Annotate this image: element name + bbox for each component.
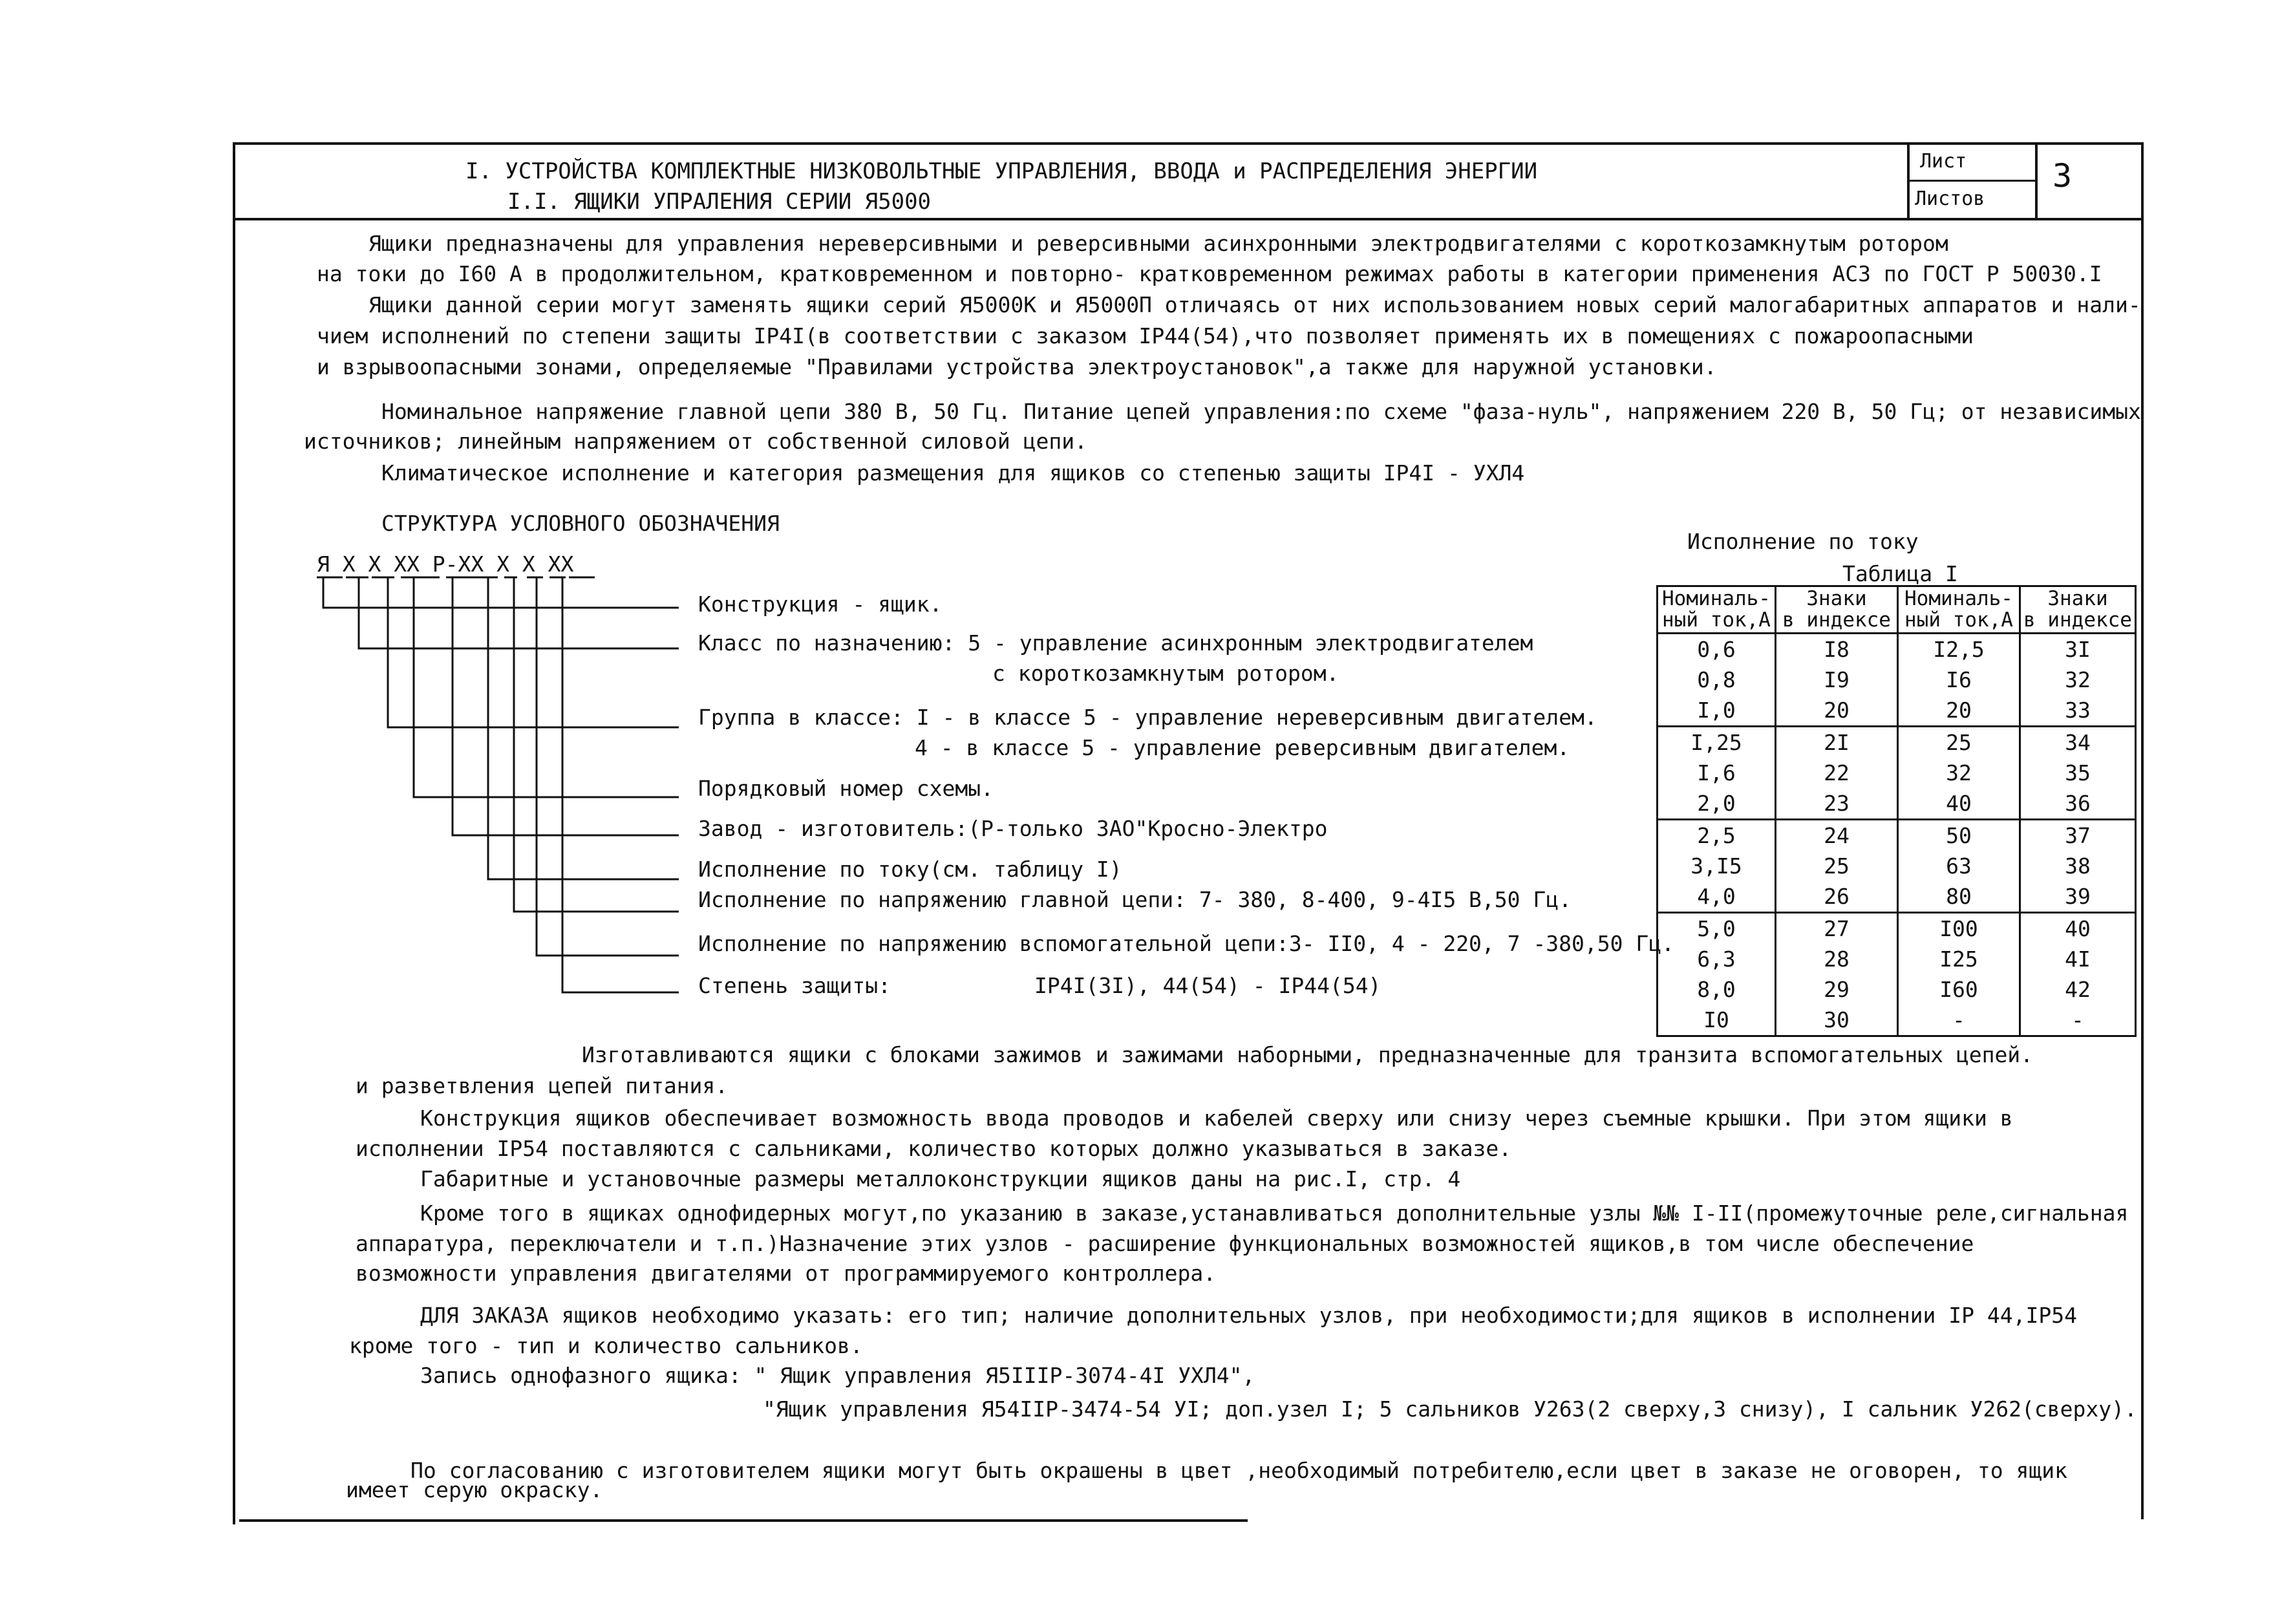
body-line: кроме того - тип и количество сальников.: [349, 1333, 863, 1358]
structure-item: Порядковый номер схемы.: [698, 776, 994, 801]
body-line: Запись однофазного ящика: " Ящик управления Я5IIIP-3074-4I УХЛ4",: [420, 1363, 1255, 1388]
structure-item: Конструкция - ящик.: [698, 592, 943, 617]
table-cell: I0: [1658, 1005, 1776, 1036]
intro-line: чием исполнений по степени защиты IP4I(в соответствии с заказом IP44(54),что позволяет применять их в помещениях с пожароопасными: [317, 323, 1974, 348]
table-cell: 40: [2020, 913, 2136, 945]
table-cell: I00: [1898, 913, 2020, 945]
table-cell: I8: [1776, 634, 1898, 665]
table-caption: Исполнение по току: [1687, 529, 1919, 554]
structure-item: Завод - изготовитель:(Р-только ЗАО"Кросно-Электро: [698, 816, 1328, 841]
table-cell: 38: [2020, 851, 2136, 881]
table-cell: I,6: [1658, 758, 1776, 788]
intro-line: Номинальное напряжение главной цепи 380 В, 50 Гц. Питание цепей управления:по схеме "фаза-нуль", напряжением 220 В, 50 Гц; от независимых: [381, 399, 2141, 424]
structure-item: Класс по назначению: 5 - управление асинхронным электродвигателем: [698, 630, 1533, 656]
body-line: аппаратура, переключатели и т.п.)Назначение этих узлов - расширение функциональных возможностей ящиков,в том числе обеспечение: [356, 1231, 1974, 1256]
intro-line: на токи до I60 А в продолжительном, кратковременном и повторно- кратковременном режимах работы в категории применения АС3 по ГОСТ Р 50030.I: [317, 261, 2102, 286]
table-cell: -: [2020, 1005, 2136, 1036]
table-cell: 4,0: [1658, 881, 1776, 913]
table-cell: 27: [1776, 913, 1898, 945]
intro-line: Ящики данной серии могут заменять ящики серий Я5000К и Я5000П отличаясь от них использованием новых серий малогабаритных аппаратов и нали-: [368, 292, 2141, 317]
table-cell: I2,5: [1898, 634, 2020, 665]
doc-subtitle: I.I. ЯЩИКИ УПРАЛЕНИЯ СЕРИИ Я5000: [507, 189, 932, 215]
table-row: [1658, 851, 2136, 881]
current-table: [1656, 585, 2137, 1037]
table-cell: 8,0: [1658, 974, 1776, 1005]
table-header: Знаки в индексе: [1776, 586, 1898, 634]
sheet-label: Лист: [1920, 150, 1967, 173]
table-row: [1658, 727, 2136, 758]
intro-line: источников; линейным напряжением от собственной силовой цепи.: [304, 429, 1087, 454]
table-row: [1658, 944, 2136, 974]
table-cell: 33: [2020, 695, 2136, 727]
table-cell: 24: [1776, 820, 1898, 851]
table-cell: 42: [2020, 974, 2136, 1005]
structure-item: Исполнение по напряжению вспомогательной цепи:3- II0, 4 - 220, 7 -380,50 Гц.: [698, 931, 1674, 956]
table-row: [1658, 913, 2136, 945]
sheet-number: 3: [2053, 157, 2073, 195]
structure-item: Исполнение по току(см. таблицу I): [698, 857, 1122, 882]
table-cell: 36: [2020, 788, 2136, 820]
table-cell: 32: [1898, 758, 2020, 788]
table-row: [1658, 695, 2136, 727]
table-cell: 40: [1898, 788, 2020, 820]
structure-item: Степень защиты:: [698, 973, 891, 998]
structure-heading: СТРУКТУРА УСЛОВНОГО ОБОЗНАЧЕНИЯ: [381, 511, 780, 536]
table-cell: I60: [1898, 974, 2020, 1005]
table-cell: 20: [1776, 695, 1898, 727]
body-line: По согласованию с изготовителем ящики могут быть окрашены в цвет ,необходимый потребителю,если цвет в заказе не оговорен, то ящик: [411, 1458, 2067, 1483]
body-line: Конструкция ящиков обеспечивает возможность ввода проводов и кабелей сверху или снизу через съемные крышки. При этом ящики в: [420, 1106, 2013, 1131]
doc-title: I. УСТРОЙСТВА КОМПЛЕКТНЫЕ НИЗКОВОЛЬТНЫЕ УПРАВЛЕНИЯ, ВВОДА и РАСПРЕДЕЛЕНИЯ ЭНЕРГИИ: [465, 158, 1538, 184]
table-cell: 50: [1898, 820, 2020, 851]
body-line: Изготавливаются ящики с блоками зажимов и зажимами наборными, предназначенные для транзита вспомогательных цепей.: [582, 1042, 2034, 1067]
table-cell: 37: [2020, 820, 2136, 851]
structure-item: IP4I(3I), 44(54) - IP44(54): [1034, 973, 1381, 998]
table-cell: 3,I5: [1658, 851, 1776, 881]
table-row: [1658, 881, 2136, 913]
table-cell: 0,8: [1658, 665, 1776, 695]
table-cell: -: [1898, 1005, 2020, 1036]
table-row: [1658, 634, 2136, 665]
table-cell: I25: [1898, 944, 2020, 974]
table-row: [1658, 820, 2136, 851]
table-cell: 32: [2020, 665, 2136, 695]
table-cell: I6: [1898, 665, 2020, 695]
table-cell: I,25: [1658, 727, 1776, 758]
table-cell: 35: [2020, 758, 2136, 788]
table-cell: I,0: [1658, 695, 1776, 727]
table-label: Таблица I: [1842, 561, 1958, 586]
table-cell: 5,0: [1658, 913, 1776, 945]
body-line: возможности управления двигателями от программируемого контроллера.: [356, 1261, 1217, 1286]
body-line: и разветвления цепей питания.: [356, 1073, 729, 1098]
body-line: Габаритные и установочные размеры металлоконструкции ящиков даны на рис.I, стр. 4: [420, 1166, 1461, 1191]
body-line: исполнении IP54 поставляются с сальниками, количество которых должно указываться в заказе.: [356, 1136, 1512, 1161]
body-line: Кроме того в ящиках однофидерных могут,по указанию в заказе,устанавливаться дополнительные узлы №№ I-II(промежуточные реле,сигнальная: [420, 1201, 2129, 1226]
sheets-label: Листов: [1915, 187, 1985, 210]
table-row: [1658, 758, 2136, 788]
intro-line: Ящики предназначены для управления нереверсивными и реверсивными асинхронными электродвигателями с короткозамкнутым ротором: [368, 231, 1948, 256]
intro-line: Климатическое исполнение и категория размещения для ящиков со степенью защиты IP4I - УХЛ4: [381, 460, 1525, 486]
table-cell: 2I: [1776, 727, 1898, 758]
table-cell: 63: [1898, 851, 2020, 881]
intro-line: и взрывоопасными зонами, определяемые "Правилами устройства электроустановок",а также для наружной установки.: [317, 354, 1717, 379]
table-cell: 39: [2020, 881, 2136, 913]
table-header: Знаки в индексе: [2020, 586, 2136, 634]
table-header: Номиналь- ный ток,А: [1898, 586, 2020, 634]
table-cell: 3I: [2020, 634, 2136, 665]
table-header: Номиналь- ный ток,А: [1658, 586, 1776, 634]
table-cell: 6,3: [1658, 944, 1776, 974]
table-cell: 4I: [2020, 944, 2136, 974]
body-line: ДЛЯ ЗАКАЗА ящиков необходимо указать: его тип; наличие дополнительных узлов, при необходимости;для ящиков в исполнении IP 44,IP54: [420, 1303, 2077, 1328]
table-cell: 0,6: [1658, 634, 1776, 665]
structure-item: 4 - в классе 5 - управление реверсивным двигателем.: [915, 735, 1570, 760]
table-cell: 34: [2020, 727, 2136, 758]
table-row: [1658, 974, 2136, 1005]
table-cell: 20: [1898, 695, 2020, 727]
table-cell: 2,5: [1658, 820, 1776, 851]
table-cell: 30: [1776, 1005, 1898, 1036]
table-cell: 28: [1776, 944, 1898, 974]
structure-item: с короткозамкнутым ротором.: [992, 661, 1339, 686]
table-row: [1658, 1005, 2136, 1036]
body-line: "Ящик управления Я54IIP-3474-54 УI; доп.узел I; 5 сальников У263(2 сверху,3 снизу), I сальник У262(сверху).: [763, 1396, 2137, 1422]
table-row: [1658, 788, 2136, 820]
table-cell: 25: [1898, 727, 2020, 758]
structure-code: Я Х Х ХХ Р-ХХ Х Х ХХ: [317, 551, 574, 577]
structure-item: Исполнение по напряжению главной цепи: 7- 380, 8-400, 9-4I5 В,50 Гц.: [698, 887, 1572, 912]
table-row: [1658, 665, 2136, 695]
structure-item: Группа в классе: I - в классе 5 - управление нереверсивным двигателем.: [698, 705, 1597, 730]
table-cell: 26: [1776, 881, 1898, 913]
table-cell: 25: [1776, 851, 1898, 881]
table-cell: 80: [1898, 881, 2020, 913]
table-cell: 2,0: [1658, 788, 1776, 820]
body-line: имеет серую окраску.: [346, 1477, 603, 1502]
table-cell: 23: [1776, 788, 1898, 820]
table-cell: I9: [1776, 665, 1898, 695]
table-cell: 29: [1776, 974, 1898, 1005]
table-cell: 22: [1776, 758, 1898, 788]
